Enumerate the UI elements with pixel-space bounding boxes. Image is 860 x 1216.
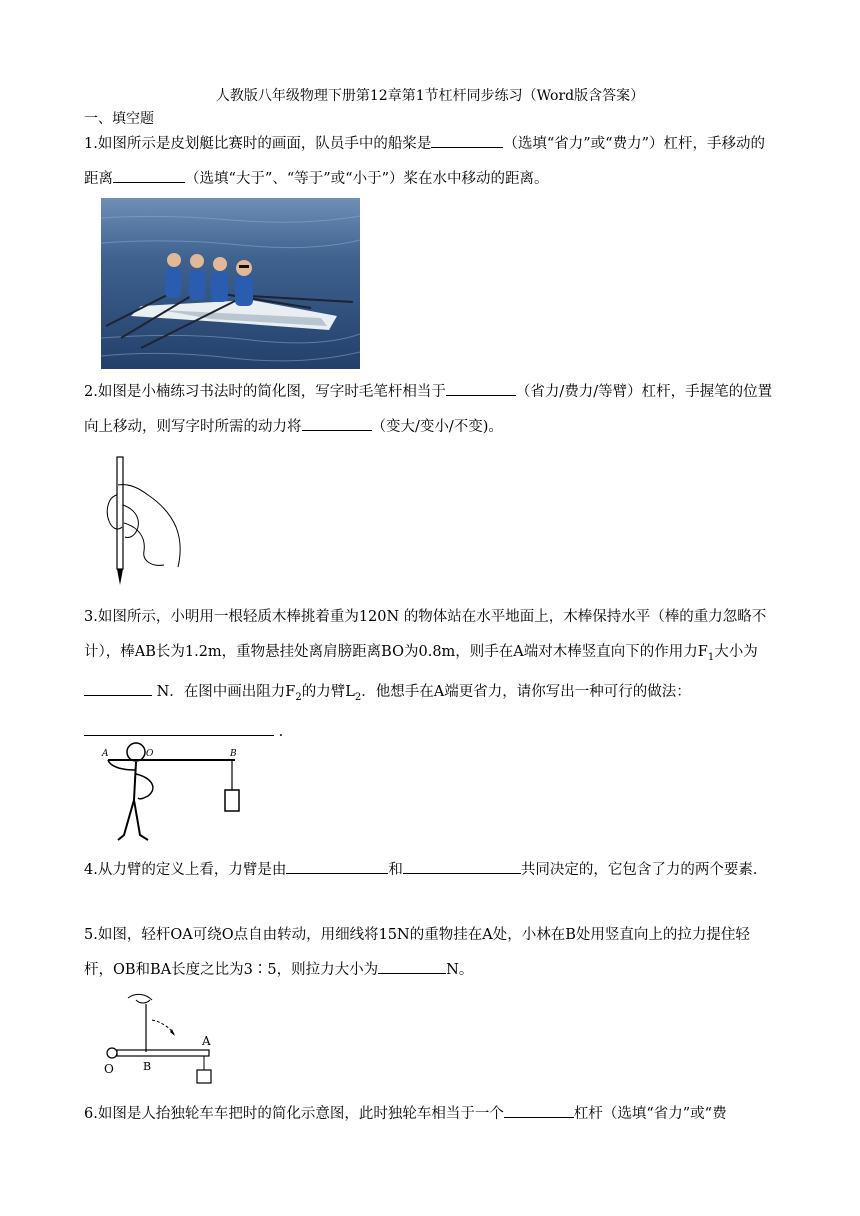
q6-text-a: 6.如图是人抬独轮车车把时的简化示意图，此时独轮车相当于一个 (84, 1106, 504, 1122)
q2-blank-1[interactable] (446, 381, 516, 396)
q1-blank-1[interactable] (431, 133, 503, 148)
q3-text-f: . (274, 723, 284, 740)
weight-15n (197, 1070, 211, 1083)
q1-text-c: （选填“大于”、“等于”或“小于”）桨在水中移动的距离。 (185, 171, 549, 187)
label-a: A (202, 1034, 211, 1048)
q3-text-c: N．在图中画出阻力F (152, 683, 296, 700)
question-6 (84, 1097, 778, 1132)
question-2 (84, 375, 778, 445)
q6-text-b: 杠杆（选填“省力”或“费 (573, 1106, 727, 1122)
q2-text-c: （变大/变小/不变)。 (371, 419, 503, 435)
rowing-photo (101, 198, 360, 369)
other-arm (136, 774, 153, 799)
q3-text-b: 大小为 (714, 644, 758, 660)
q6-blank-1[interactable] (504, 1103, 574, 1118)
section-heading: 一、填空题 (84, 111, 154, 127)
arm-to-a (108, 760, 135, 770)
right-leg (134, 800, 148, 840)
q3-sub-2: 2 (295, 691, 302, 703)
label-b: B (143, 1060, 152, 1073)
q5-text-a: 5.如图，轻杆OA可绕O点自由转动，用细线将15N的重物挂在A处，小林在B处用竖直向上的拉力提住轻杆，OB和BA长度之比为3∶5，则拉力大小为 (84, 927, 750, 978)
pivot-o (107, 1048, 117, 1058)
q3-blank-1[interactable] (84, 681, 152, 696)
brush-shaft (117, 457, 123, 569)
q3-blank-2[interactable] (84, 721, 274, 736)
question-3 (84, 600, 778, 750)
head (127, 743, 145, 761)
question-5 (84, 918, 778, 988)
q1-text-b: （选填“省力”或“费力”）杠杆，手移动的距离 (84, 136, 765, 187)
label-a: A (102, 749, 109, 759)
question-1 (84, 127, 778, 197)
q3-text-d: 的力臂L (301, 683, 355, 700)
q4-text-c: 共同决定的，它包含了力的两个要素． (520, 862, 768, 878)
water-background (101, 198, 360, 369)
brush-hand-figure (100, 455, 185, 590)
brush-tip (117, 569, 123, 585)
q2-blank-2[interactable] (302, 416, 372, 431)
pole-carrier-figure (100, 740, 250, 848)
document-title: 人教版八年级物理下册第12章第1节杠杆同步练习（Word版含答案） (215, 88, 645, 104)
q3-sub-1: 1 (707, 651, 715, 663)
q1-blank-2[interactable] (113, 168, 185, 183)
q5-blank-1[interactable] (378, 959, 446, 974)
q4-blank-2[interactable] (403, 859, 521, 874)
hand-outline (118, 485, 180, 567)
q2-text-a: 2.如图是小楠练习书法时的简化图，写字时毛笔杆相当于 (84, 384, 446, 400)
q5-text-b: N。 (446, 962, 474, 978)
question-4 (84, 853, 778, 888)
label-o: O (146, 749, 154, 759)
q3-sub-3: 2 (354, 691, 362, 703)
hanging-weight (225, 790, 239, 811)
label-b: B (230, 749, 237, 759)
q3-text-e: ．他想手在A端更省力，请你写出一种可行的做法： (361, 683, 691, 700)
lever-bar (117, 1050, 209, 1056)
q3-text-a: 3.如图所示，小明用一根轻质木棒挑着重为120N 的物体站在水平地面上，木棒保持水平（棒的重力忽略不计），棒AB长为1.2m，重物悬挂处离肩膀距离BO为0.8m，则手在A端对木棒竖直向下的作用力F (84, 609, 767, 660)
label-o: O (104, 1062, 114, 1076)
q1-text-a: 1.如图所示是皮划艇比赛时的画面，队员手中的船桨是 (84, 136, 432, 152)
q4-text-b: 和 (388, 862, 403, 878)
q4-text-a: 4.从力臂的定义上看，力臂是由 (84, 862, 287, 878)
lever-oa-figure (100, 990, 230, 1088)
q2-text-b: （省力/费力/等臂）杠杆，手握笔的位置向上移动，则写字时所需的动力将 (84, 384, 773, 435)
q4-blank-1[interactable] (286, 859, 388, 874)
hand-sketch (128, 994, 152, 1000)
